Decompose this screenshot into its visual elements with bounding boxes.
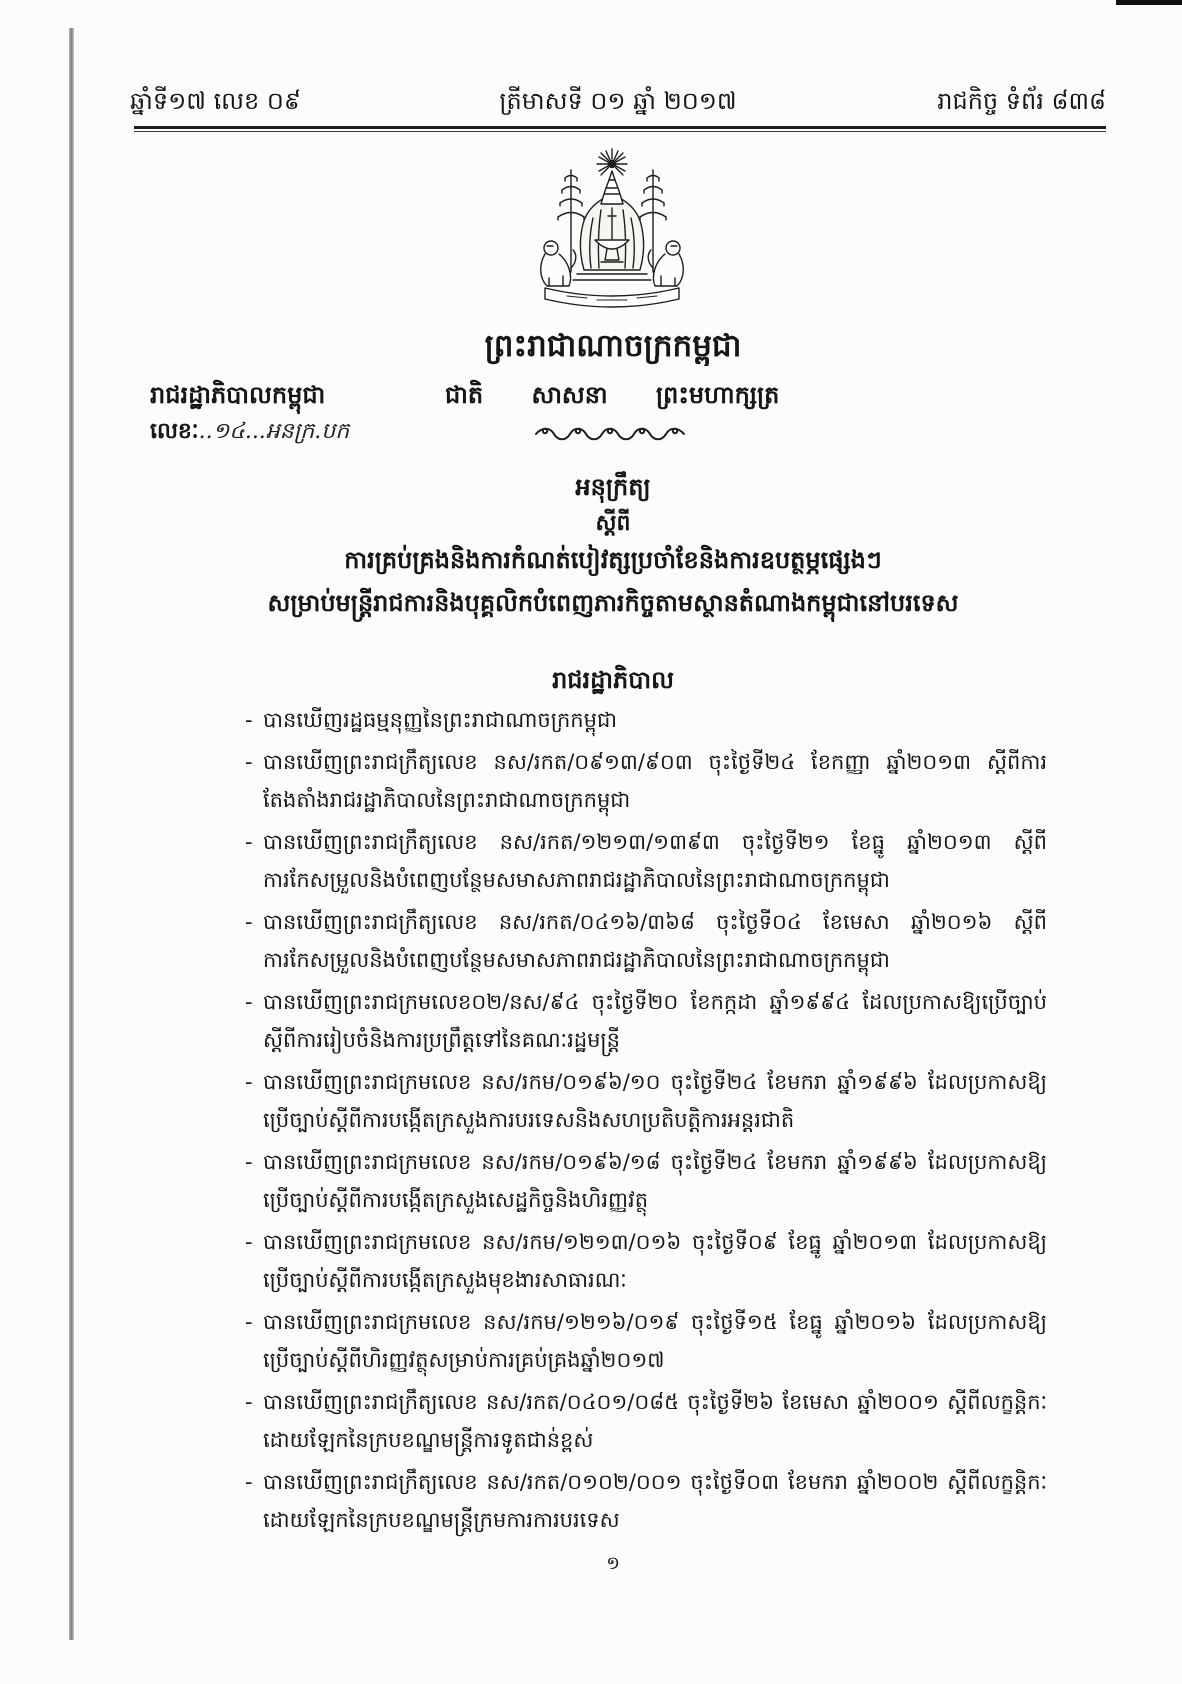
kingdom-title: ព្រះរាជាណាចក្រកម្ពុជា [484,328,742,364]
reference-handwritten-value: ..១៤...អនក្រ.បក [198,419,350,444]
base-ribbon [545,274,679,307]
scan-edge-shadow [69,28,74,1640]
citation-item: - បានឃើញព្រះរាជក្រមលេខ នស/រកម/០១៩៦/១០ ចុះថ្ងៃទី២៤ ខែមករា ឆ្នាំ១៩៩៦ ដែលប្រកាសឱ្យប្រើច្បាប់ស្តីពីការបង្កើតក្រសួងការបរទេសនិងសហប្រតិបត្តិការអន្តរជាតិ [245,1063,1047,1140]
crown [601,171,623,204]
header-double-rule [134,126,1106,132]
reference-number [150,416,349,448]
preamble-heading: រាជរដ្ឋាភិបាល [552,666,674,694]
motto-word-religion: សាសនា [531,381,608,409]
document-title-line-2: សម្រាប់មន្ត្រីរាជការនិងបុគ្គលិកបំពេញភារកិច្ចតាមស្ថានតំណាងកម្ពុជានៅបរទេស [267,589,959,617]
citation-item: - បានឃើញព្រះរាជក្រមលេខ នស/រកម/០១៩៦/១៨ ចុះថ្ងៃទី២៤ ខែមករា ឆ្នាំ១៩៩៦ ដែលប្រកាសឱ្យប្រើច្បាប់ស្តីពីការបង្កើតក្រសួងសេដ្ឋកិច្ចនិងហិរញ្ញវត្ថុ [245,1143,1047,1220]
citation-item: - បានឃើញព្រះរាជក្រឹត្យលេខ នស/រកត/០៤០១/០៨៥ ចុះថ្ងៃទី២៦ ខែមេសា ឆ្នាំ២០០១ ស្តីពីលក្ខន្តិកៈដោយឡែកនៃក្របខណ្ឌមន្ត្រីការទូតជាន់ខ្ពស់ [245,1383,1047,1460]
citation-item: - បានឃើញព្រះរាជក្រមលេខ នស/រកម/១២១៣/០១៦ ចុះថ្ងៃទី០៩ ខែធ្នូ ឆ្នាំ២០១៣ ដែលប្រកាសឱ្យប្រើច្បាប់ស្តីពីការបង្កើតក្រសួងមុខងារសាធារណៈ [245,1223,1047,1300]
page-number: ១ [606,1553,620,1574]
citation-item: - បានឃើញព្រះរាជក្រឹត្យលេខ នស/រកត/០៩១៣/៩០៣ ចុះថ្ងៃទី២៤ ខែកញ្ញា ឆ្នាំ២០១៣ ស្តីពីការតែងតាំងរាជរដ្ឋាភិបាលនៃព្រះរាជាណាចក្រកម្ពុជា [245,743,1047,820]
ornamental-divider [532,423,692,445]
header-page: រាជកិច្ច ទំព័រ ៨៣៨ [937,87,1106,115]
subject-label: ស្តីពី [595,511,631,536]
citation-item: - បានឃើញព្រះរាជក្រឹត្យលេខ នស/រកត/១២១៣/១៣៩៣ ចុះថ្ងៃទី២១ ខែធ្នូ ឆ្នាំ២០១៣ ស្តីពីការកែសម្រួលនិងបំពេញបន្ថែមសមាសភាពរាជរដ្ឋាភិបាលនៃព្រះរាជាណាចក្រកម្ពុជា [245,823,1047,900]
scan-corner-mark [1116,0,1182,5]
motto-word-king: ព្រះមហាក្សត្រ [655,381,780,409]
citation-item: - បានឃើញព្រះរាជក្រមលេខ០២/នស/៩៤ ចុះថ្ងៃទី២០ ខែកក្កដា ឆ្នាំ១៩៩៤ ដែលប្រកាសឱ្យប្រើច្បាប់ស្តីពីការរៀបចំនិងការប្រព្រឹត្តទៅនៃគណៈរដ្ឋមន្ត្រី [245,983,1047,1060]
citation-item: - បានឃើញរដ្ឋធម្មនុញ្ញនៃព្រះរាជាណាចក្រកម្ពុជា [245,701,1047,740]
gazette-header [130,84,1106,118]
citation-item: - បានឃើញព្រះរាជក្រឹត្យលេខ នស/រកត/០១០២/០០១ ចុះថ្ងៃទី០៣ ខែមករា ឆ្នាំ២០០២ ស្តីពីលក្ខន្តិកៈដោយឡែកនៃក្របខណ្ឌមន្ត្រីក្រមការការបរទេស [245,1463,1047,1540]
citation-item: - បានឃើញព្រះរាជក្រមលេខ នស/រកម/១២១៦/០១៩ ចុះថ្ងៃទី១៥ ខែធ្នូ ឆ្នាំ២០១៦ ដែលប្រកាសឱ្យប្រើច្បាប់ស្តីពីហិរញ្ញវត្ថុសម្រាប់ការគ្រប់គ្រងឆ្នាំ២០១៧ [245,1303,1047,1380]
reference-label: លេខៈ [150,419,199,444]
issuer-name: រាជរដ្ឋាភិបាលកម្ពុជា [150,381,326,409]
royal-coat-of-arms [527,148,697,313]
citation-item: - បានឃើញព្រះរាជក្រឹត្យលេខ នស/រកត/០៤១៦/៣៦៨ ចុះថ្ងៃទី០៤ ខែមេសា ឆ្នាំ២០១៦ ស្តីពីការកែសម្រួលនិងបំពេញបន្ថែមសមាសភាពរាជរដ្ឋាភិបាលនៃព្រះរាជាណាចក្រកម្ពុជា [245,903,1047,980]
document-type: អនុក្រឹត្យ [575,473,651,501]
legal-citations-list [245,701,1047,1543]
header-quarter: ត្រីមាសទី ០១ ឆ្នាំ ២០១៧ [499,87,737,115]
national-motto [445,378,819,412]
motto-word-nation: ជាតិ [445,381,484,409]
document-title-line-1: ការគ្រប់គ្រងនិងការកំណត់បៀវត្សប្រចាំខែនិងការឧបត្ថម្ភផ្សេងៗ [344,546,882,574]
header-issue: ឆ្នាំទី១៧ លេខ ០៩ [130,87,301,115]
